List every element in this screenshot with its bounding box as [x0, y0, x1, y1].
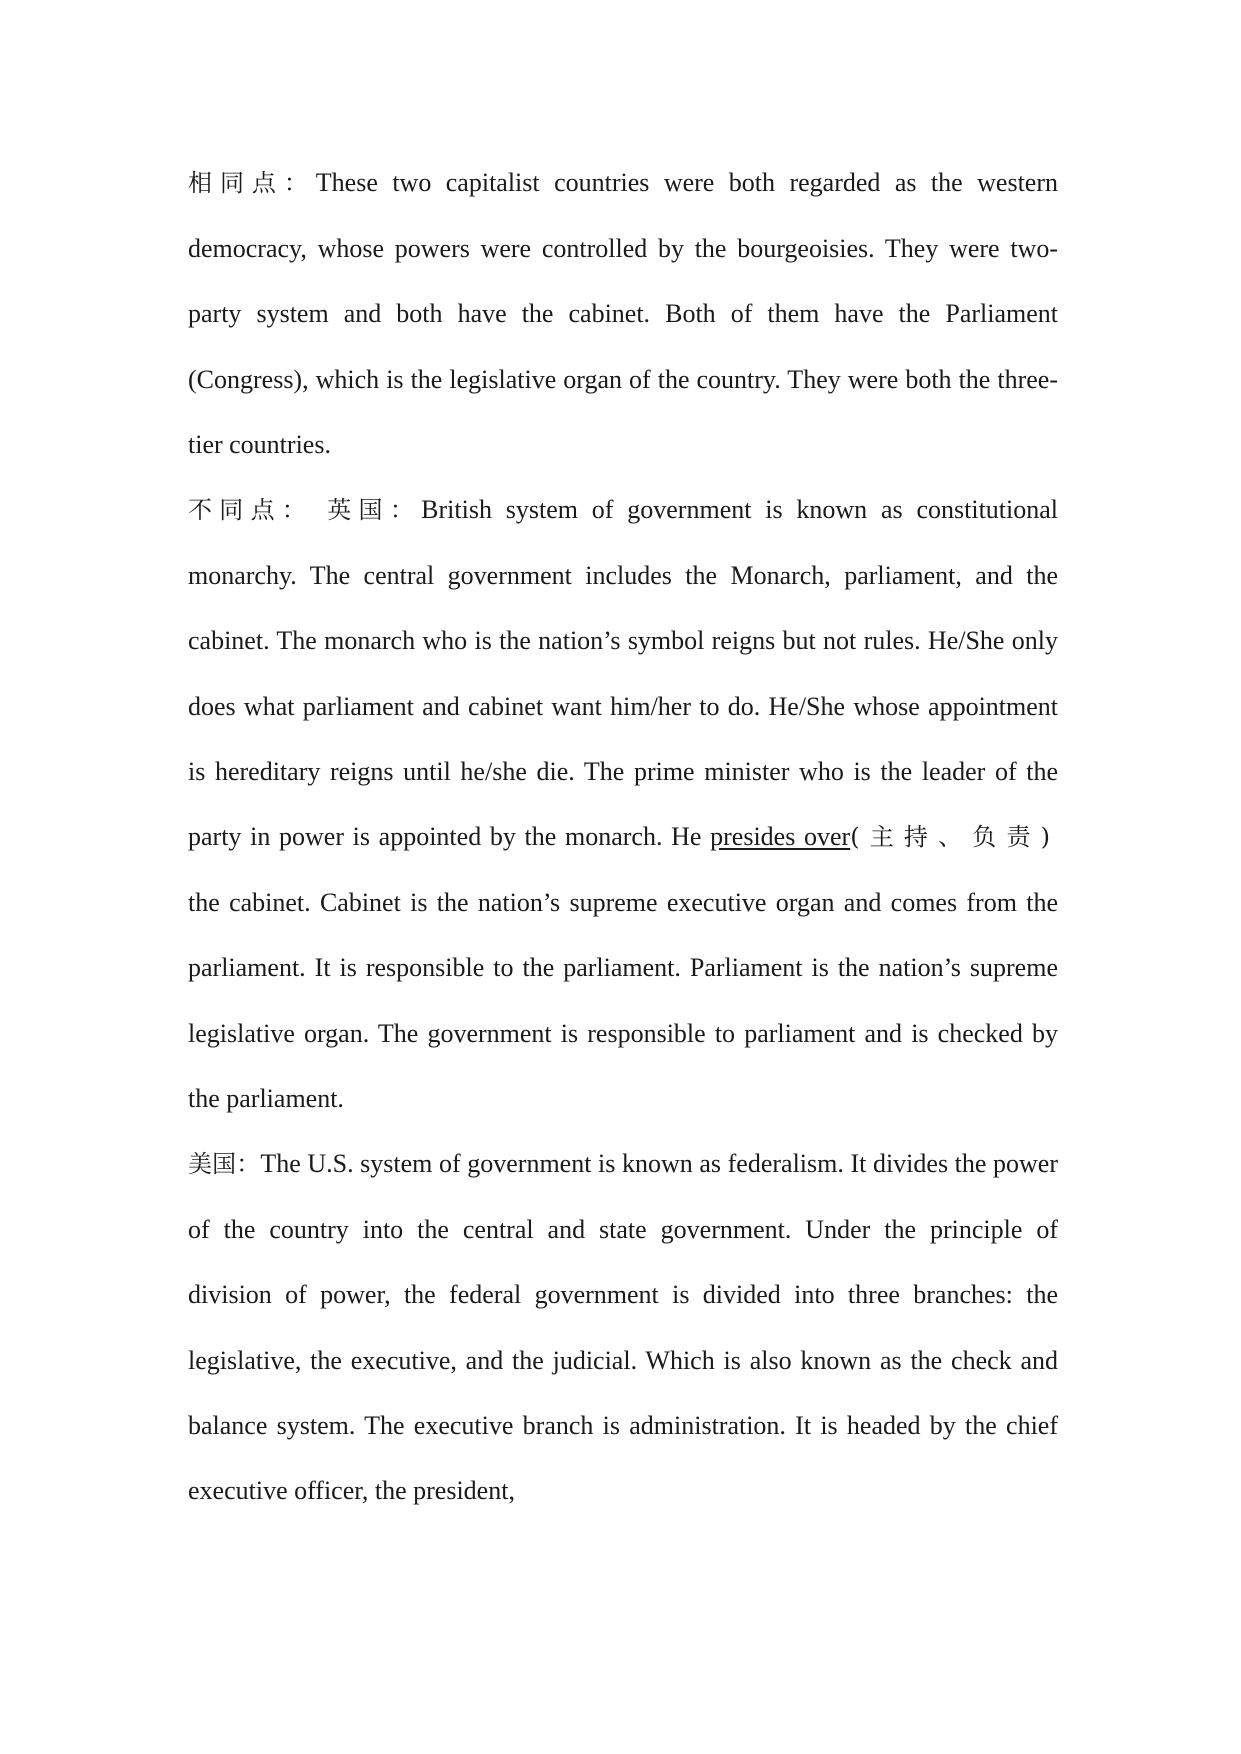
similarities-text: These two capitalist countries were both regarded as the western democracy, whose powers were controlled by the bourgeoisies. They were two-party system and both have the cabinet. Both of them have the Parliament (Congress), which is the legislative organ of the country. They were both the three-tier countries. [188, 168, 1059, 459]
uk-label: 英国： [327, 496, 422, 525]
similarities-label: 相同点： [188, 169, 316, 197]
differences-label: 不同点： [188, 496, 314, 525]
uk-text-part2: the cabinet. Cabinet is the nation’s supreme executive organ and comes from the parliament. It is responsible to the parliament. Parliament is the nation’s supreme legislative organ. The government is responsible to parliament and is checked by the parliament. [188, 888, 1058, 1113]
presides-over-term: presides over [710, 822, 851, 852]
presides-over-gloss: (主持、负责) [850, 823, 1058, 852]
us-text: The U.S. system of government is known as federalism. It divides the power of the country into the central and state government. Under the principle of division of power, the federal government is divided into three branches: the legislative, the executive, and the judicial. Which is also known as the check and balance system. The executive branch is administration. It is headed by the chief executive officer, the president, [188, 1149, 1059, 1506]
paragraph-similarities [188, 150, 1058, 477]
paragraph-differences-uk [188, 477, 1058, 1131]
uk-text-part1: British system of government is known as constitutional monarchy. The central government includes the Monarch, parliament, and the cabinet. The monarch who is the nation’s symbol reigns but not rules. He/She only does what parliament and cabinet want him/her to do. He/She whose appointment is hereditary reigns until he/she die. The prime minister who is the leader of the party in power is appointed by the monarch. He [188, 495, 1059, 852]
document-body [188, 150, 1058, 1523]
paragraph-us [188, 1131, 1058, 1523]
us-label: 美国： [188, 1150, 261, 1179]
